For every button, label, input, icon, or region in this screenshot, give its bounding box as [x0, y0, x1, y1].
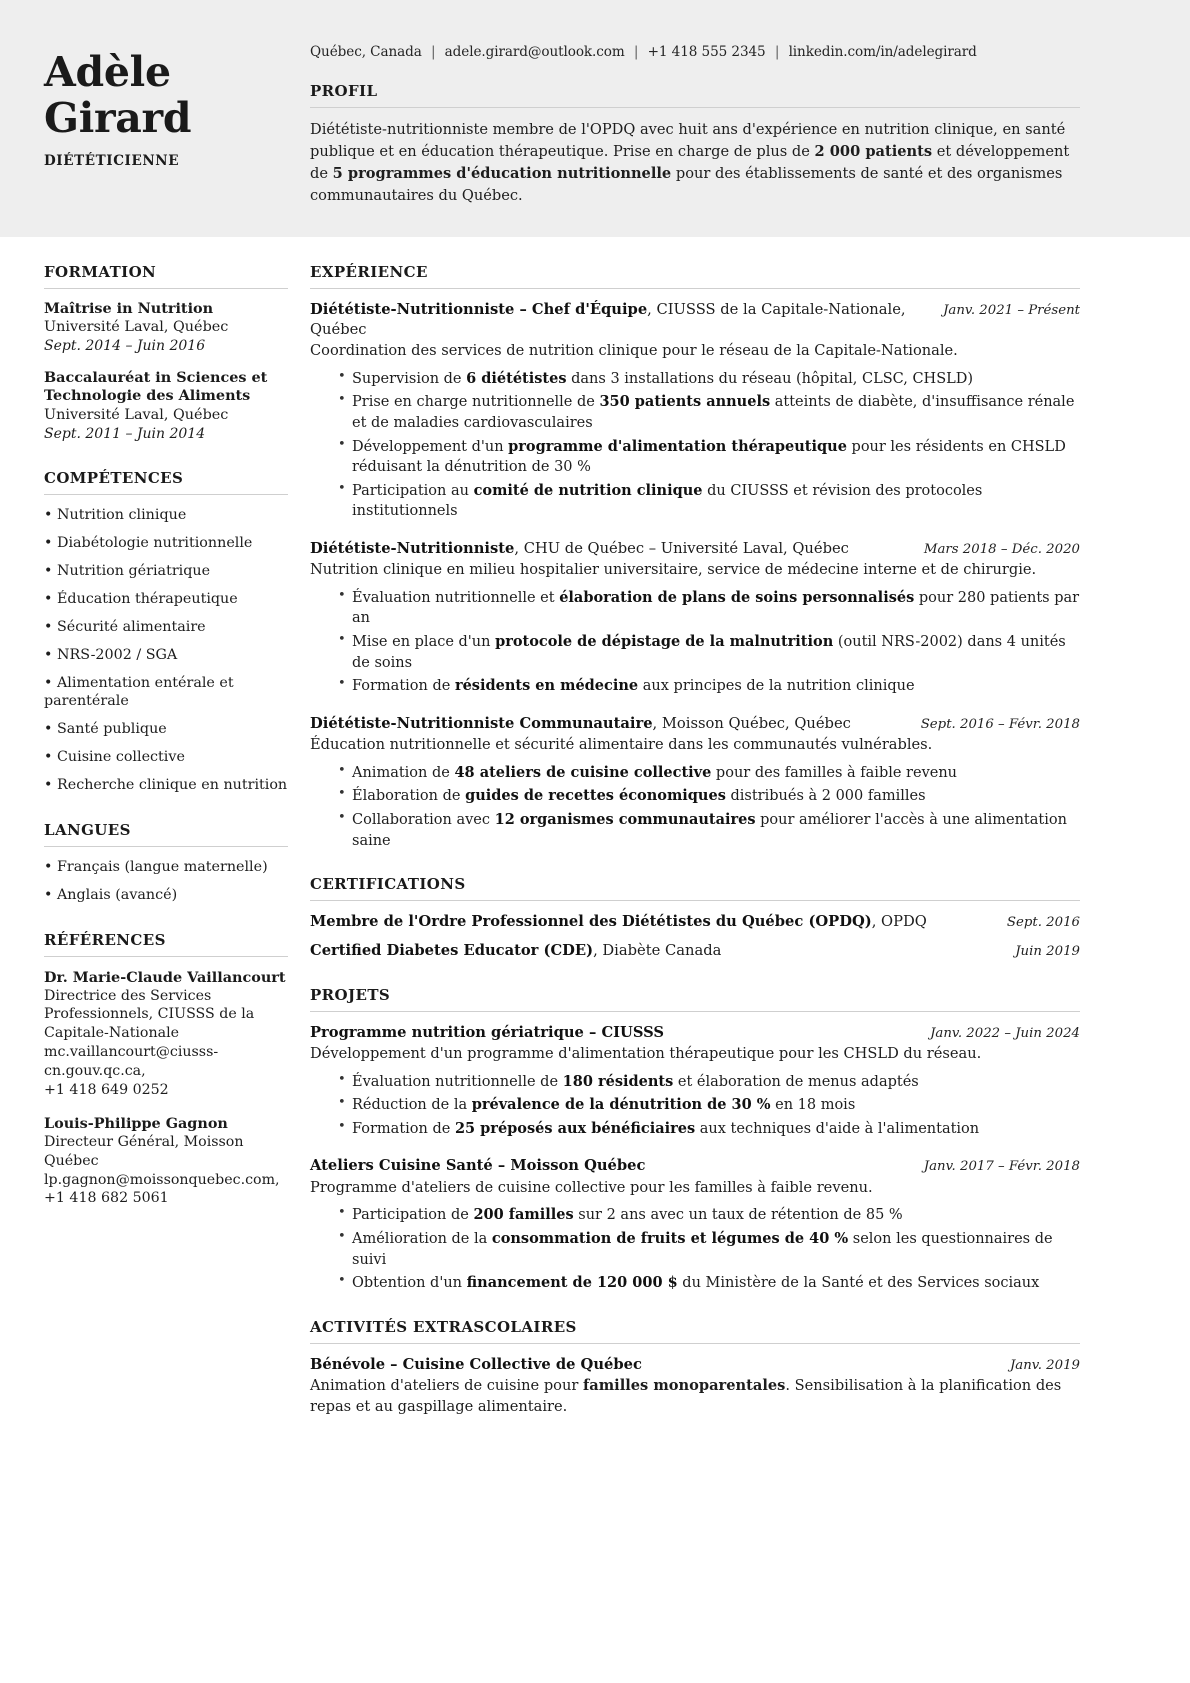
list-item: • Cuisine collective	[44, 749, 185, 766]
projets-entries	[310, 1023, 1080, 1294]
entry-title: Ateliers Cuisine Santé – Moisson Québec	[310, 1157, 646, 1175]
entry-header	[310, 1355, 1080, 1375]
list-item: • Nutrition gériatrique	[44, 563, 211, 580]
entry-bullet: • Amélioration de la consommation de fruits et légumes de 40 % selon les questionnaires de suivi	[338, 1229, 1080, 1270]
section-competences	[44, 469, 288, 794]
entry-item	[310, 1355, 1080, 1418]
certifications-divider	[310, 900, 1080, 901]
certifications-heading: CERTIFICATIONS	[310, 875, 466, 894]
entry-item	[310, 714, 1080, 851]
entry-bullet: • Participation au comité de nutrition clinique du CIUSSS et révision des protocoles institutionnels	[338, 481, 1080, 522]
references-divider	[44, 956, 288, 957]
entry-bullet: • Collaboration avec 12 organismes communautaires pour améliorer l'accès à une alimentation saine	[338, 810, 1080, 851]
certifications-list	[310, 912, 1080, 962]
reference-item	[44, 1114, 288, 1209]
entry-date: Janv. 2017 – Févr. 2018	[923, 1159, 1080, 1175]
education-school: Université Laval, Québec	[44, 406, 229, 423]
certification-date: Sept. 2016	[1006, 915, 1080, 931]
entry-header	[310, 300, 1080, 341]
entry-bullet: • Développement d'un programme d'alimentation thérapeutique pour les résidents en CHSLD réduisant la dénutrition de 30 %	[338, 437, 1080, 478]
contact-phone[interactable]: +1 418 555 2345	[647, 44, 766, 60]
section-langues	[44, 821, 288, 905]
entry-bullet-list	[310, 588, 1080, 697]
reference-email[interactable]: mc.vaillancourt@ciusss-cn.gouv.qc.ca,	[44, 1044, 219, 1080]
entry-bullet-list	[310, 1205, 1080, 1293]
entry-bullet: • Formation de résidents en médecine aux principes de la nutrition clinique	[338, 676, 1080, 697]
formation-heading: FORMATION	[44, 262, 157, 281]
list-item: • Anglais (avancé)	[44, 886, 178, 903]
entry-title: Diététiste-Nutritionniste Communautaire, Moisson Québec, Québec	[310, 714, 851, 732]
section-projets	[310, 986, 1080, 1294]
entry-header	[310, 539, 1080, 559]
entry-title: Programme nutrition gériatrique – CIUSSS	[310, 1023, 665, 1041]
entry-item	[310, 300, 1080, 522]
reference-title: Directeur Général, Moisson Québec	[44, 1133, 244, 1169]
entry-summary: Nutrition clinique en milieu hospitalier universitaire, service de médecine interne et de chirurgie.	[310, 561, 1037, 579]
certification-name: Membre de l'Ordre Professionnel des Diététistes du Québec (OPDQ), OPDQ	[310, 913, 927, 931]
references-list	[44, 968, 288, 1209]
competences-list	[44, 506, 288, 794]
section-activites	[310, 1318, 1080, 1418]
experience-entries	[310, 300, 1080, 852]
entry-header	[310, 714, 1080, 734]
competences-divider	[44, 494, 288, 495]
entry-header	[310, 1023, 1080, 1043]
entry-date: Mars 2018 – Déc. 2020	[923, 541, 1080, 557]
reference-title: Directrice des Services Professionnels, CIUSSS de la Capitale-Nationale	[44, 987, 255, 1042]
contact-location: Québec, Canada	[310, 44, 422, 60]
list-item: • Éducation thérapeutique	[44, 590, 238, 607]
activites-entries	[310, 1355, 1080, 1418]
entry-bullet: • Élaboration de guides de recettes économiques distribués à 2 000 familles	[338, 786, 1080, 807]
entry-summary: Programme d'ateliers de cuisine collective pour les familles à faible revenu.	[310, 1178, 873, 1196]
education-item	[44, 369, 288, 444]
competences-heading: COMPÉTENCES	[44, 469, 184, 488]
profil-text: Diététiste-nutritionniste membre de l'OPDQ avec huit ans d'expérience en nutrition clinique, en santé publique et en éducation thérapeutique. Prise en charge de plus de 2 000 patients et développement de 5 programmes d'éducation nutritionnelle pour des établissements de santé et des organismes communautaires du Québec.	[310, 121, 1070, 204]
first-name: Adèle	[44, 48, 171, 96]
sidebar	[0, 263, 310, 1442]
last-name: Girard	[44, 93, 192, 142]
entry-item	[310, 1023, 1080, 1140]
reference-phone[interactable]: +1 418 682 5061	[44, 1190, 169, 1207]
contact-email[interactable]: adele.girard@outlook.com	[444, 44, 625, 60]
projets-heading: PROJETS	[310, 985, 391, 1004]
entry-item	[310, 539, 1080, 697]
list-item: • Français (langue maternelle)	[44, 858, 268, 875]
list-item: • Santé publique	[44, 721, 167, 738]
contact-separator-2: |	[633, 44, 639, 60]
entry-bullet: • Mise en place d'un protocole de dépistage de la malnutrition (outil NRS-2002) dans 4 unités de soins	[338, 632, 1080, 673]
activites-heading: ACTIVITÉS EXTRASCOLAIRES	[310, 1317, 577, 1336]
reference-email[interactable]: lp.gagnon@moissonquebec.com,	[44, 1171, 280, 1188]
education-date: Sept. 2011 – Juin 2014	[44, 425, 206, 442]
formation-divider	[44, 288, 288, 289]
entry-summary: Éducation nutritionnelle et sécurité alimentaire dans les communautés vulnérables.	[310, 736, 933, 754]
list-item: • Alimentation entérale et parentérale	[44, 674, 234, 710]
education-degree: Maîtrise in Nutrition	[44, 299, 214, 317]
section-certifications	[310, 875, 1080, 962]
entry-title: Diététiste-Nutritionniste, CHU de Québec – Université Laval, Québec	[310, 539, 849, 557]
education-degree: Baccalauréat in Sciences et Technologie des Aliments	[44, 368, 268, 405]
main-column	[310, 263, 1190, 1442]
education-date: Sept. 2014 – Juin 2016	[44, 338, 206, 355]
entry-title: Diététiste-Nutritionniste – Chef d'Équipe, CIUSSS de la Capitale-Nationale, Québec	[310, 300, 906, 338]
entry-bullet: • Réduction de la prévalence de la dénutrition de 30 % en 18 mois	[338, 1095, 1080, 1116]
resume-body	[0, 237, 1190, 1442]
contact-line	[310, 44, 1080, 60]
entry-bullet: • Prise en charge nutritionnelle de 350 patients annuels atteints de diabète, d'insuffisance rénale et de maladies cardiovasculaires	[338, 392, 1080, 433]
certification-row	[310, 941, 1080, 961]
entry-bullet: • Obtention d'un financement de 120 000 $ du Ministère de la Santé et des Services sociaux	[338, 1273, 1080, 1294]
section-references	[44, 931, 288, 1209]
job-role: DIÉTÉTICIENNE	[44, 152, 180, 169]
activites-divider	[310, 1343, 1080, 1344]
list-item: • Recherche clinique en nutrition	[44, 777, 288, 793]
profil-heading: PROFIL	[310, 82, 378, 100]
list-item: • Nutrition clinique	[44, 507, 187, 524]
entry-date: Janv. 2019	[1009, 1357, 1080, 1373]
entry-summary: Développement d'un programme d'alimentation thérapeutique pour les CHSLD du réseau.	[310, 1044, 982, 1062]
entry-bullet: • Évaluation nutritionnelle de 180 résidents et élaboration de menus adaptés	[338, 1072, 1080, 1093]
projets-divider	[310, 1011, 1080, 1012]
certification-name: Certified Diabetes Educator (CDE), Diabète Canada	[310, 942, 722, 960]
entry-date: Sept. 2016 – Févr. 2018	[920, 716, 1080, 732]
section-experience	[310, 263, 1080, 852]
reference-phone[interactable]: +1 418 649 0252	[44, 1081, 169, 1098]
entry-bullet-list	[310, 763, 1080, 851]
experience-heading: EXPÉRIENCE	[310, 262, 428, 281]
contact-separator-3: |	[774, 44, 780, 60]
reference-name: Louis-Philippe Gagnon	[44, 1114, 228, 1132]
reference-name: Dr. Marie-Claude Vaillancourt	[44, 968, 286, 986]
certification-date: Juin 2019	[1015, 944, 1080, 960]
education-school: Université Laval, Québec	[44, 319, 229, 335]
references-heading: RÉFÉRENCES	[44, 930, 166, 949]
langues-list	[44, 858, 288, 905]
entry-title: Bénévole – Cuisine Collective de Québec	[310, 1355, 642, 1373]
entry-summary: Animation d'ateliers de cuisine pour familles monoparentales. Sensibilisation à la planification des repas et au gaspillage alimentaire.	[310, 1376, 1062, 1415]
langues-heading: LANGUES	[44, 820, 131, 839]
list-item: • Sécurité alimentaire	[44, 618, 206, 635]
entry-item	[310, 1156, 1080, 1293]
header-identity	[0, 38, 310, 169]
section-formation	[44, 263, 288, 444]
experience-divider	[310, 288, 1080, 289]
entry-bullet: • Évaluation nutritionnelle et élaboration de plans de soins personnalisés pour 280 patients par an	[338, 588, 1080, 629]
entry-bullet: • Formation de 25 préposés aux bénéficiaires aux techniques d'aide à l'alimentation	[338, 1119, 1080, 1140]
education-item	[44, 300, 288, 356]
entry-bullet: • Participation de 200 familles sur 2 ans avec un taux de rétention de 85 %	[338, 1205, 1080, 1226]
entry-date: Janv. 2021 – Présent	[943, 302, 1080, 318]
entry-summary: Coordination des services de nutrition clinique pour le réseau de la Capitale-Nationale.	[310, 342, 958, 360]
entry-bullet: • Supervision de 6 diététistes dans 3 installations du réseau (hôpital, CLSC, CHSLD)	[338, 369, 1080, 390]
header-contact-profile	[310, 38, 1190, 207]
entry-bullet-list	[310, 369, 1080, 522]
resume-header	[0, 0, 1190, 237]
list-item: • NRS-2002 / SGA	[44, 646, 178, 663]
contact-separator-1: |	[430, 44, 436, 60]
entry-bullet-list	[310, 1072, 1080, 1140]
certification-row	[310, 912, 1080, 932]
profil-divider	[310, 107, 1080, 108]
entry-date: Janv. 2022 – Juin 2024	[930, 1025, 1080, 1041]
entry-header	[310, 1156, 1080, 1176]
entry-bullet: • Animation de 48 ateliers de cuisine collective pour des familles à faible revenu	[338, 763, 1080, 784]
langues-divider	[44, 846, 288, 847]
contact-linkedin[interactable]: linkedin.com/in/adelegirard	[788, 44, 977, 60]
reference-item	[44, 968, 288, 1100]
list-item: • Diabétologie nutritionnelle	[44, 535, 253, 552]
formation-list	[44, 300, 288, 444]
